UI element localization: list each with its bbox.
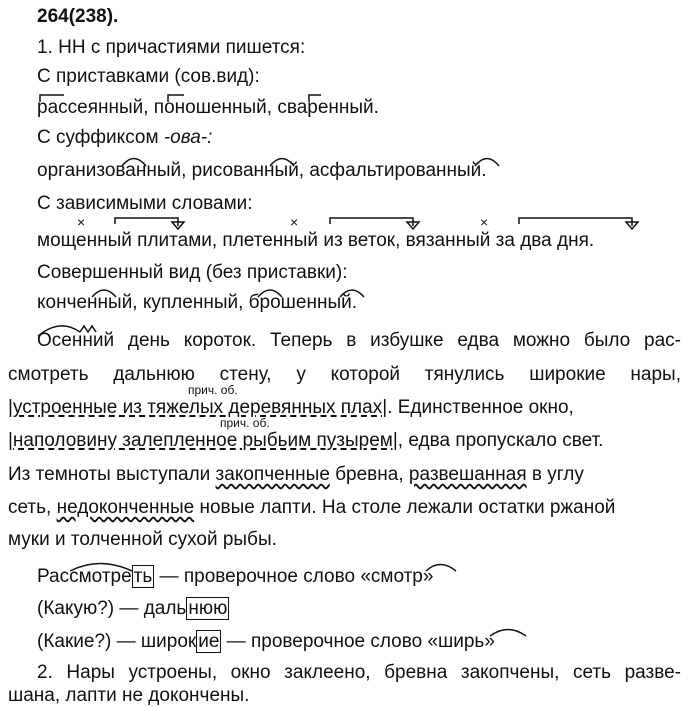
ending-box-2: нюю	[188, 598, 228, 619]
text-line-1: Осенний день короток. Теперь в избушке едва можно было рас-	[37, 330, 681, 351]
prefix-mark-2	[168, 95, 184, 102]
task2-line-1: 2. Нары устроены, окно заклеено, бревна закопчены, сеть разве-	[37, 662, 681, 683]
analysis-row-3-c: — проверочное слово «ширь»	[221, 631, 495, 652]
annotation-participle-1: прич. об.	[188, 383, 238, 397]
text-line-6-c: новые лапти. На столе лежали остатки ржаной	[194, 497, 616, 518]
suffix-arc-1	[122, 159, 146, 167]
annotation-participle-2: прич. об.	[220, 416, 270, 430]
analysis-row-3-a: (Какие?) — широк	[37, 631, 197, 652]
arrow-line-2	[330, 218, 413, 226]
ending-box-3: ие	[198, 631, 220, 652]
root-arc-4	[490, 630, 526, 637]
suffix-zigzag-1	[80, 326, 96, 332]
text-line-6-a: сеть,	[8, 497, 57, 518]
word-rassmotret: Рассмотре	[37, 566, 132, 587]
suffix-ova: -ова-:	[163, 127, 213, 148]
suffix-arc-5	[258, 290, 282, 297]
participial-phrase-2: |наполовину залепленное рыбьим пузырем|	[8, 430, 398, 451]
suffix-arc-6	[340, 290, 364, 297]
perfective-heading: Совершенный вид (без приставки):	[37, 262, 348, 283]
word-razveshannaya: развешанная	[408, 464, 527, 485]
exercise-number: 264(238).	[37, 6, 119, 27]
prefix-mark-1	[40, 95, 64, 102]
text-line-3-rest: . Единственное окно,	[387, 397, 574, 418]
dependent-examples: мощенный плитами, плетенный из веток, вязанный за два дня.	[37, 230, 595, 251]
prefix-heading: С приставками (сов.вид):	[37, 66, 260, 87]
arrow-line-1	[115, 218, 178, 226]
root-arc-3	[426, 565, 456, 572]
analysis-row-2-a: (Какую?) — даль	[37, 598, 187, 619]
rule-1: 1. НН с причастиями пишется:	[37, 37, 306, 58]
suffix-arc-3	[475, 159, 499, 167]
suffix-arc-2	[270, 159, 294, 167]
text-line-7: муки и толченной сухой рыбы.	[8, 529, 277, 550]
dependent-heading: С зависимыми словами:	[37, 193, 253, 214]
ending-box-1: ть	[133, 566, 153, 587]
cross-mark-3: ×	[480, 214, 489, 230]
text-line-4-rest: , едва пропускало свет.	[397, 430, 604, 451]
root-arc-1	[38, 326, 80, 336]
prefix-examples: рассеянный, поношенный, сваренный.	[37, 97, 379, 118]
analysis-row-1-rest: — проверочное слово «смотр»	[154, 566, 434, 587]
perfective-examples: конченный, купленный, брошенный.	[37, 292, 358, 313]
suffix-heading-text: С суффиксом	[37, 127, 164, 148]
root-arc-2	[70, 564, 132, 572]
cross-mark-2: ×	[290, 214, 299, 230]
word-nedokonchennye: недоконченные	[56, 497, 195, 518]
suffix-examples: организованный, рисованный, асфальтированный.	[37, 160, 487, 181]
text-line-5-e: в углу	[526, 464, 584, 485]
text-line-5-a: Из темноты выступали	[8, 464, 216, 485]
word-zakopchennye: закопченные	[215, 464, 330, 485]
task2-line-2: шана, лапти не докончены.	[8, 685, 250, 706]
arrow-line-3	[519, 218, 632, 226]
participial-phrase-1: |устроенные из тяжелых деревянных плах|	[8, 397, 388, 418]
suffix-arc-4	[92, 290, 116, 297]
cross-mark-1: ×	[77, 214, 86, 230]
prefix-mark-3	[309, 95, 321, 102]
text-line-2: смотреть дальнюю стену, у которой тянулись широкие нары,	[8, 364, 681, 385]
text-line-5-c: бревна,	[329, 464, 409, 485]
